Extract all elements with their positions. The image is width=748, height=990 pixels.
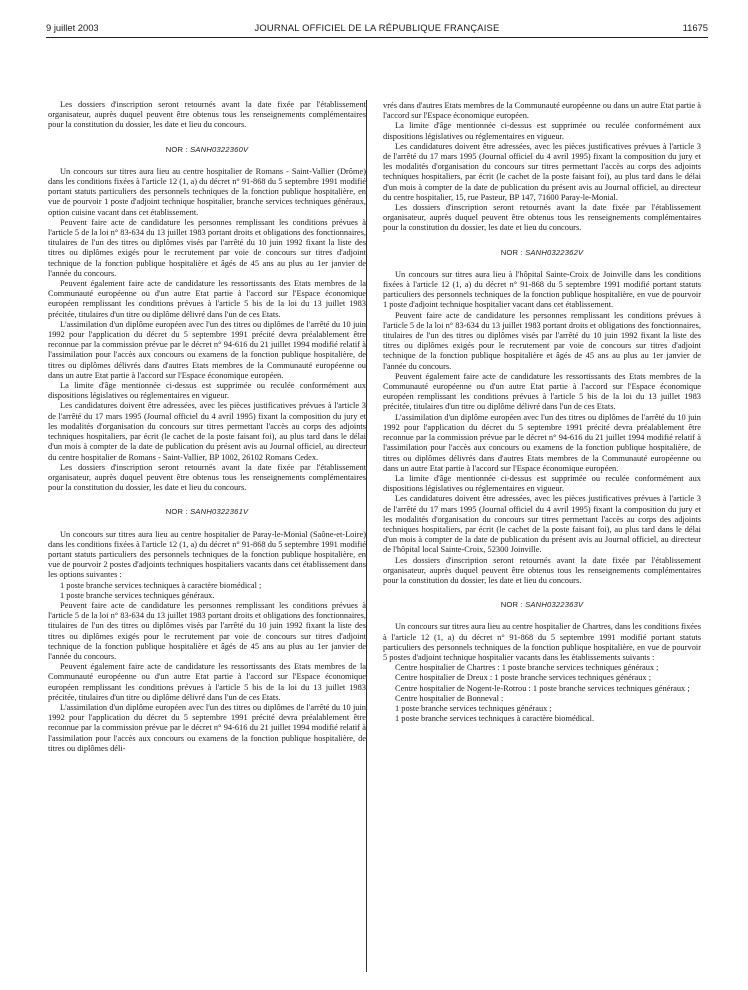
paragraph: L'assimilation d'un diplôme européen avec l'un des titres ou diplômes de l'arrêté du 10 juin 1992 pour l'application du décret du 5 septembre 1991 précité devra préalablement être reconnue par la commission prévue par le décret n° 94-616 du 21 juillet 1994 modifié relatif à l'assimilation pour l'accès aux concours ou examens de la fonction publique hospitalière, de titres ou diplômes déli- xyxy=(48,702,366,753)
paragraph: Peuvent faire acte de candidature les personnes remplissant les conditions prévues à l'article 5 de la loi n° 83-634 du 13 juillet 1983 portant droits et obligations des fonctionnaires, titulaires de l'un des titres ou diplômes visés par l'arrêté du 10 juin 1992 fixant la liste des titres ou diplômes exigés pour le recrutement par voie de concours sur titres d'adjoint technique de la fonction publique hospitalière et âgés de 45 ans au plus au 1er janvier de l'année du concours. xyxy=(383,310,701,371)
paragraph: Peuvent également faire acte de candidature les ressortissants des Etats membres de la Communauté européenne ou d'un autre Etat partie à l'accord sur l'Espace économique européen remplissant les conditions prévues à l'article 5 bis de la loi du 13 juillet 1983 précitée, titulaires d'un titre ou diplôme délivré dans l'un de ces Etats. xyxy=(383,371,701,412)
paragraph: Les dossiers d'inscription seront retournés avant la date fixée par l'établissement organisateur, auprès duquel peuvent être obtenus tous les renseignements complémentaires pour la constitution du dossier, les date et lieu du concours. xyxy=(48,462,366,493)
column-divider xyxy=(366,100,367,972)
header-page-number: 11675 xyxy=(682,22,708,33)
nor-code: SANH0322362V xyxy=(525,247,584,257)
paragraph: Un concours sur titres aura lieu au centre hospitalier de Chartres, dans les conditions fixées à l'article 12 (1, a) du décret n° 91-868 du 5 septembre 1991 modifié portant statuts particuliers des personnels techniques de la fonction publique hospitalière, en vue de pourvoir 5 postes d'adjoint technique hospitalier vacants dans les établissements suivants : xyxy=(383,622,701,662)
paragraph: Peuvent également faire acte de candidature les ressortissants des Etats membres de la Communauté européenne ou d'un autre Etat partie à l'accord sur l'Espace économique européen remplissant les conditions prévues à l'article 5 bis de la loi du 13 juillet 1983 précitée, titulaires d'un titre ou diplôme délivré dans l'un de ces Etats. xyxy=(48,662,366,702)
right-column xyxy=(383,101,701,724)
list-item: 1 poste branche services techniques à caractère biomédical ; xyxy=(60,580,262,590)
list-item: Centre hospitalier de Bonneval : xyxy=(395,693,504,703)
paragraph: Peuvent faire acte de candidature les personnes remplissant les conditions prévues à l'article 5 de la loi n° 83-634 du 13 juillet 1983 portant droits et obligations des fonctionnaires, titulaires de l'un des titres ou diplômes visés par l'arrêté du 10 juin 1992 fixant la liste des titres ou diplômes exigés pour le recrutement par voie de concours sur titres d'adjoint technique de la fonction publique hospitalière et âgés de 45 ans au plus au 1er janvier de l'année du concours. xyxy=(48,600,366,661)
list-item: Centre hospitalier de Chartres : 1 poste branche services techniques généraux ; xyxy=(395,663,659,673)
paragraph: La limite d'âge mentionnée ci-dessus est supprimée ou reculée conformément aux dispositions législatives ou réglementaires en vigueur. xyxy=(48,381,366,401)
paragraph: Les dossiers d'inscription seront retournés avant la date fixée par l'établissement organisateur, auprès duquel peuvent être obtenus tous les renseignements complémentaires pour la constitution du dossier, les date et lieu du concours. xyxy=(383,555,701,585)
paragraph: vrés dans d'autres Etats membres de la Communauté européenne ou dans un autre Etat partie à l'accord sur l'Espace économique européen. xyxy=(383,101,701,121)
nor-reference: NOR : SANH0322361V xyxy=(165,507,249,517)
left-column xyxy=(48,100,366,754)
header-rule xyxy=(46,37,708,38)
header-journal-title: JOURNAL OFFICIEL DE LA RÉPUBLIQUE FRANÇAISE xyxy=(254,22,500,33)
nor-code: SANH0322363V xyxy=(525,600,584,610)
paragraph: L'assimilation d'un diplôme européen avec l'un des titres ou diplômes de l'arrêté du 10 juin 1992 pour l'application du décret du 5 septembre 1991 précité devra préalablement être reconnue par la commission prévue par le décret n° 94-616 du 21 juillet 1994 modifié relatif à l'assimilation pour l'accès aux concours ou examens de la fonction publique hospitalière, de titres ou diplômes délivrés dans d'autres Etats membres de la Communauté européenne ou dans un autre Etat partie à l'accord sur l'Espace économique européen. xyxy=(48,319,366,380)
paragraph: L'assimilation d'un diplôme européen avec l'un des titres ou diplômes de l'arrêté du 10 juin 1992 pour l'application du décret du 5 septembre 1991 précité devra préalablement être reconnue par la commission prévue par le décret n° 94-616 du 21 juillet 1994 modifié relatif à l'assimilation pour l'accès aux concours ou examens de la fonction publique hospitalière, de titres ou diplômes délivrés dans d'autres Etats membres de la Communauté européenne ou dans un autre Etat partie à l'accord sur l'Espace économique européen. xyxy=(383,412,701,473)
paragraph: Un concours sur titres aura lieu au centre hospitalier de Paray-le-Monial (Saône-et-Loire) dans les conditions fixées à l'article 12 (1, a) du décret n° 91-868 du 5 septembre 1991 modifié portant statuts particuliers des personnels techniques de la fonction publique hospitalière, en vue de pourvoir 2 postes d'adjoints techniques hospitaliers vacants dans cet établissement dans les options suivantes : xyxy=(48,529,366,580)
paragraph: Les candidatures doivent être adressées, avec les pièces justificatives prévues à l'article 3 de l'arrêté du 17 mars 1995 (Journal officiel du 4 avril 1995) fixant la composition du jury et les modalités d'organisation du concours sur titres permettant l'accès au corps des adjoints techniques hospitaliers, par écrit (le cachet de la poste faisant foi), au plus tard dans le délai d'un mois à compter de la date de publication du présent avis au Journal officiel, au directeur du centre hospitalier de Romans - Saint-Vallier, BP 1002, 26102 Romans Cedex. xyxy=(48,401,366,462)
paragraph: Les dossiers d'inscription seront retournés avant la date fixée par l'établissement organisateur, auprès duquel peuvent être obtenus tous les renseignements complémentaires pour la constitution du dossier, les date et lieu du concours. xyxy=(383,203,701,233)
paragraph: Un concours sur titres aura lieu à l'hôpital Sainte-Croix de Joinville dans les conditions fixées à l'article 12 (1, a) du décret n° 91-868 du 5 septembre 1991 modifié portant statuts particuliers des personnels techniques de la fonction publique hospitalière, en vue de pourvoir 1 poste d'adjoint technique hospitalier vacant dans cet établissement. xyxy=(383,269,701,310)
nor-reference: NOR : SANH0322360V xyxy=(165,144,249,154)
page-header xyxy=(46,22,708,36)
paragraph: Les candidatures doivent être adressées, avec les pièces justificatives prévues à l'article 3 de l'arrêté du 17 mars 1995 (Journal officiel du 4 avril 1995) fixant la composition du jury et les modalités d'organisation du concours sur titres permettant l'accès au corps des adjoints techniques hospitaliers, par écrit (le cachet de la poste faisant foi), au plus tard dans le délai d'un mois à compter de la date de publication du présent avis au Journal officiel, au directeur de l'hôpital local Sainte-Croix, 52300 Joinville. xyxy=(383,494,701,555)
paragraph: Les dossiers d'inscription seront retournés avant la date fixée par l'établissement organisateur, auprès duquel peuvent être obtenus tous les renseignements complémentaires pour la constitution du dossier, les date et lieu du concours. xyxy=(48,100,366,130)
nor-code: SANH0322361V xyxy=(190,507,249,517)
list-item: Centre hospitalier de Dreux : 1 poste branche services techniques généraux ; xyxy=(395,673,652,683)
paragraph: La limite d'âge mentionnée ci-dessus est supprimée ou reculée conformément aux dispositions législatives ou réglementaires en vigueur. xyxy=(383,121,701,141)
list-item: 1 poste branche services techniques à caractère biomédical. xyxy=(395,714,595,724)
nor-reference: NOR : SANH0322362V xyxy=(500,247,584,257)
list-item: 1 poste branche services techniques généraux ; xyxy=(395,703,552,713)
paragraph: Les candidatures doivent être adressées, avec les pièces justificatives prévues à l'article 3 de l'arrêté du 17 mars 1995 (Journal officiel du 4 avril 1995) fixant la composition du jury et les modalités d'organisation du concours sur titres permettant l'accès au corps des adjoints techniques hospitaliers, par écrit (le cachet de la poste faisant foi), au plus tard dans le délai d'un mois à compter de la date de publication du présent avis au Journal officiel, au directeur du centre hospitalier, 15, rue Pasteur, BP 147, 71600 Paray-le-Monial. xyxy=(383,141,701,202)
paragraph: La limite d'âge mentionnée ci-dessus est supprimée ou reculée conformément aux dispositions législatives ou réglementaires en vigueur. xyxy=(383,473,701,494)
list-item: 1 poste branche services techniques généraux. xyxy=(60,590,215,600)
paragraph: Peuvent également faire acte de candidature les ressortissants des Etats membres de la Communauté européenne ou d'un autre Etat partie à l'accord sur l'Espace économique européen remplissant les conditions prévues à l'article 5 bis de la loi du 13 juillet 1983 précitée, titulaires d'un titre ou diplôme délivré dans l'un de ces Etats. xyxy=(48,279,366,319)
nor-code: SANH0322360V xyxy=(190,144,249,154)
list-item: Centre hospitalier de Nogent-le-Rotrou : 1 poste branche services techniques généraux ; xyxy=(395,683,690,693)
header-date: 9 juillet 2003 xyxy=(46,22,99,33)
paragraph: Peuvent faire acte de candidature les personnes remplissant les conditions prévues à l'article 5 de la loi n° 83-634 du 13 juillet 1983 portant droits et obligations des fonctionnaires, titulaires de l'un des titres ou diplômes visés par l'arrêté du 10 juin 1992 fixant la liste des titres ou diplômes exigés pour le recrutement par voie de concours sur titres d'adjoint technique de la fonction publique hospitalière et âgés de 45 ans au plus au 1er janvier de l'année du concours. xyxy=(48,217,366,278)
paragraph: Un concours sur titres aura lieu au centre hospitalier de Romans - Saint-Vallier (Drôme) dans les conditions fixées à l'article 12 (1, a) du décret n° 91-868 du 5 septembre 1991 modifié portant statuts particuliers des personnels techniques de la fonction publique hospitalière, en vue de pourvoir 1 poste d'adjoint technique hospitalier, branche services techniques généraux, option cuisine vacant dans cet établissement. xyxy=(48,166,366,217)
nor-reference: NOR : SANH0322363V xyxy=(500,600,584,610)
